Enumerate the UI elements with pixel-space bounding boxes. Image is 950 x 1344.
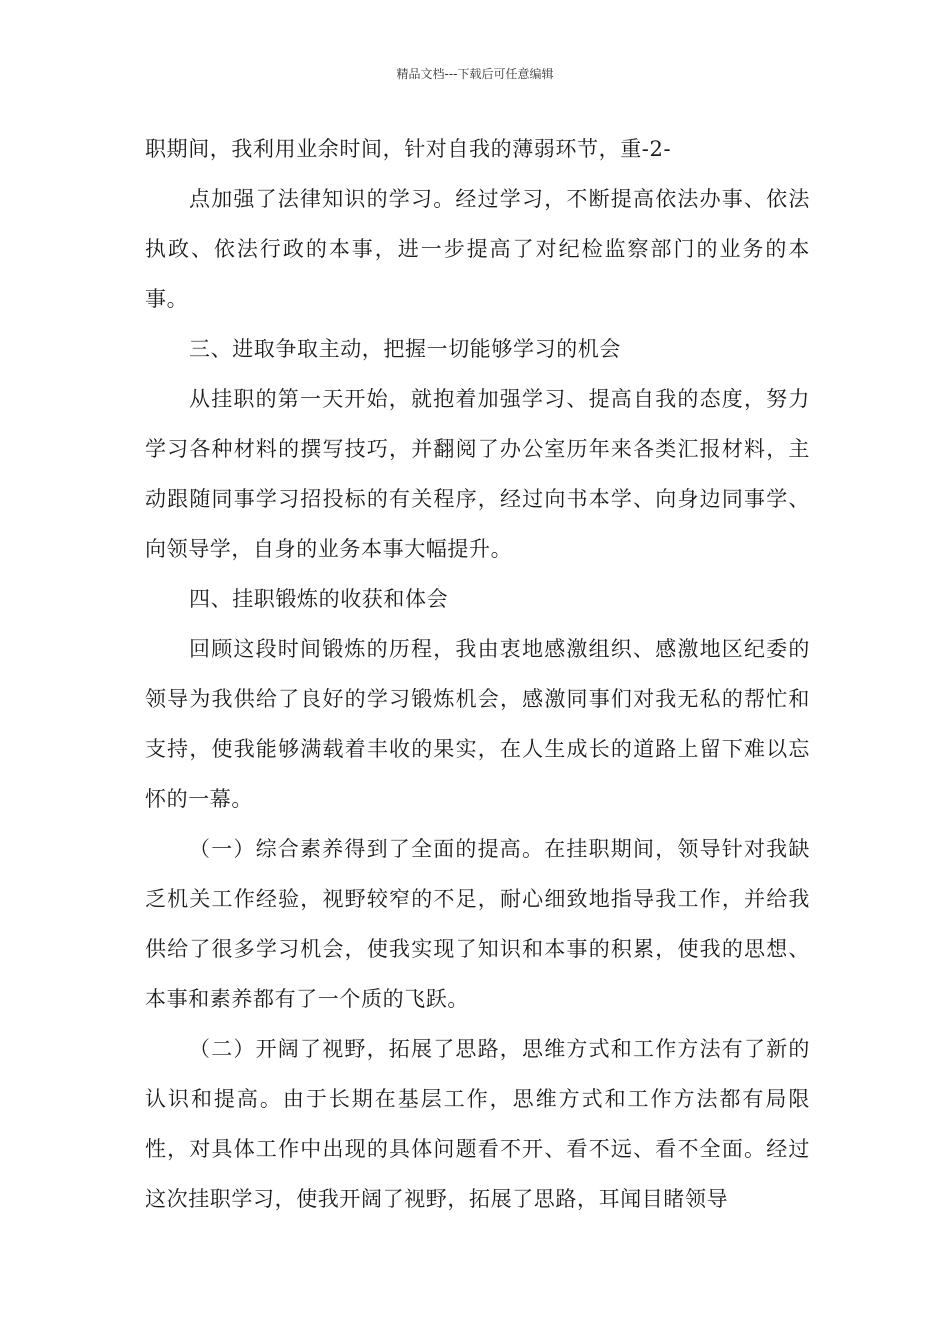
section-heading-four: 四、挂职锻炼的收获和体会	[189, 587, 449, 611]
paragraph-point-one: （一）综合素养得到了全面的提高。在挂职期间，领导针对我缺乏机关工作经验，视野较窄的不足，耐心细致地指导我工作，并给我供给了很多学习机会，使我实现了知识和本事的积累，使我的思想、本事和素养都有了一个质的飞跃。	[145, 837, 810, 1011]
paragraph-law-study: 点加强了法律知识的学习。经过学习，不断提高依法办事、依法执政、依法行政的本事，进一步提高了对纪检监察部门的业务的本事。	[145, 187, 810, 311]
paragraph-review: 回顾这段时间锻炼的历程，我由衷地感激组织、感激地区纪委的领导为我供给了良好的学习锻炼机会，感激同事们对我无私的帮忙和支持，使我能够满载着丰收的果实，在人生成长的道路上留下难以忘怀的一幕。	[145, 637, 810, 811]
section-heading-three: 三、进取争取主动，把握一切能够学习的机会	[189, 337, 621, 361]
paragraph-continuation: 职期间，我利用业余时间，针对自我的薄弱环节，重-2-	[145, 137, 672, 161]
paragraph-point-two: （二）开阔了视野，拓展了思路，思维方式和工作方法有了新的认识和提高。由于长期在基层工作，思维方式和工作方法都有局限性，对具体工作中出现的具体问题看不开、看不远、看不全面。经过这次挂职学习，使我开阔了视野，拓展了思路，耳闻目睹领导	[145, 1037, 810, 1211]
document-body	[145, 124, 810, 1224]
paragraph-learning-opportunities: 从挂职的第一天开始，就抱着加强学习、提高自我的态度，努力学习各种材料的撰写技巧，并翻阅了办公室历年来各类汇报材料，主动跟随同事学习招投标的有关程序，经过向书本学、向身边同事学、向领导学，自身的业务本事大幅提升。	[145, 387, 810, 561]
page-header: 精品文档---下载后可任意编辑	[396, 67, 554, 81]
